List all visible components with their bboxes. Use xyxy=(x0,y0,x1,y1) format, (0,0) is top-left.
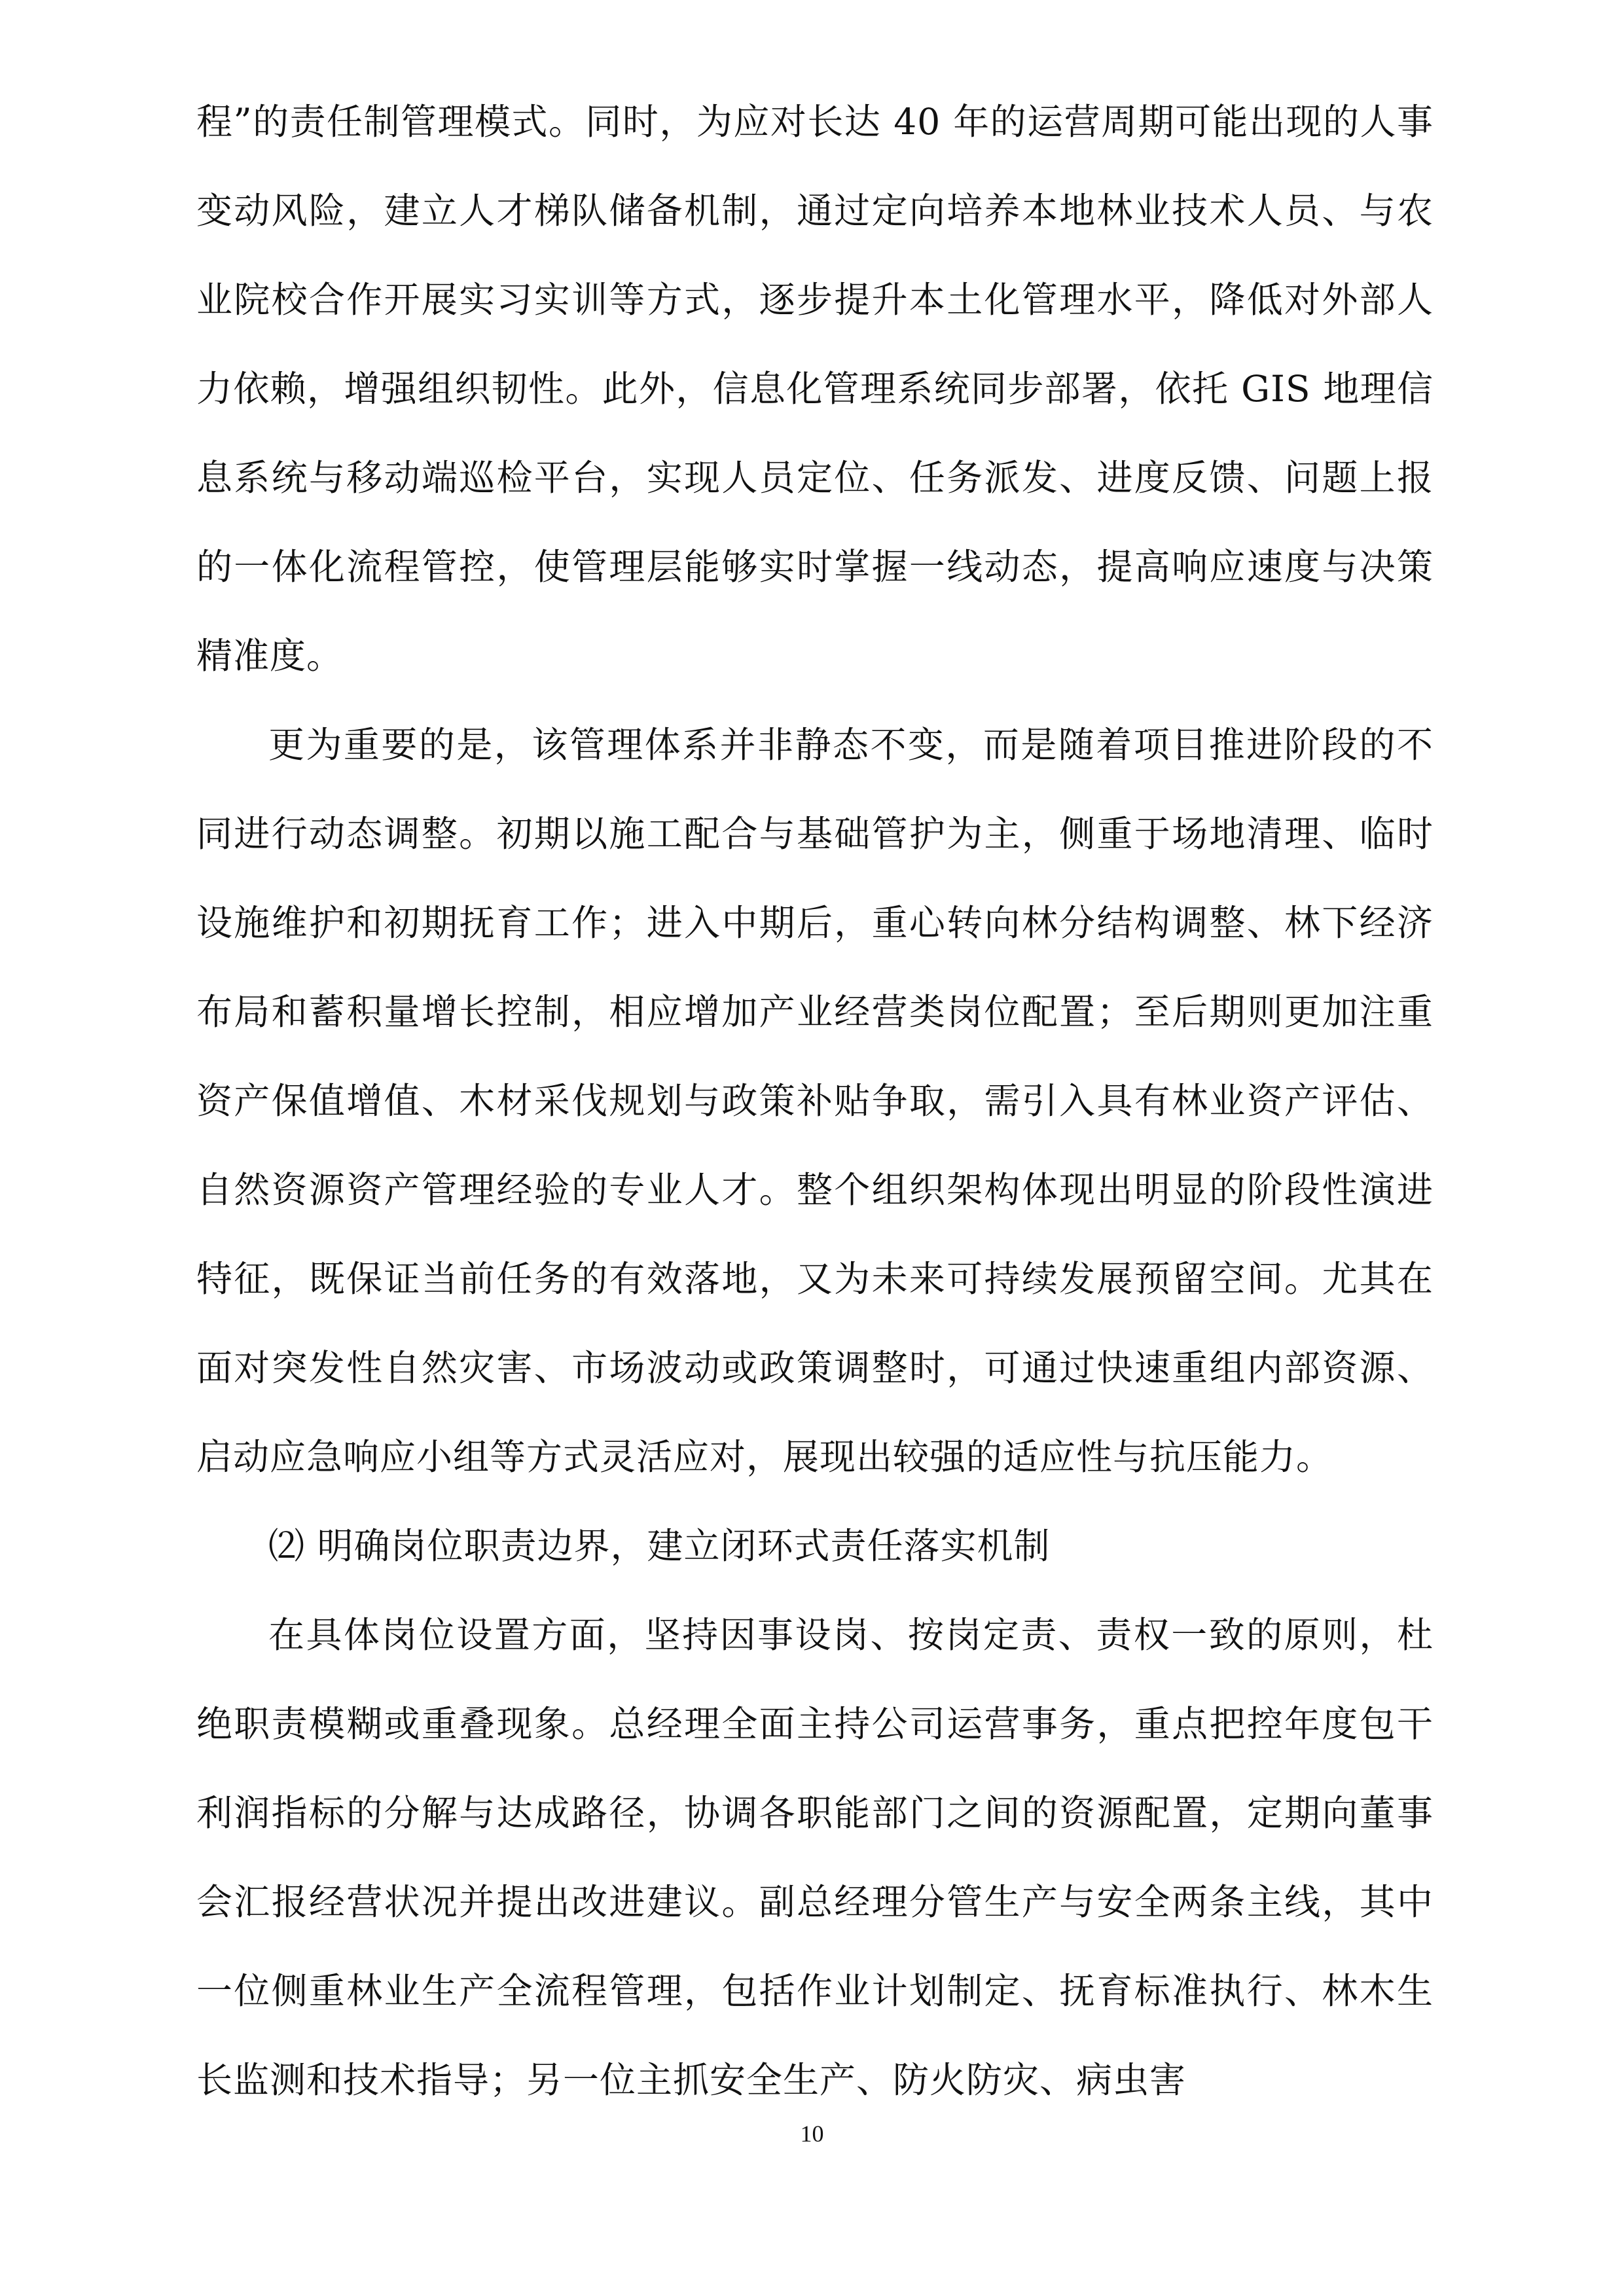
body-text xyxy=(196,77,1434,2125)
paragraph-personnel-and-information-system: 程”的责任制管理模式。同时，为应对长达 40 年的运营周期可能出现的人事变动风险，建立人才梯队储备机制，通过定向培养本地林业技术人员、与农业院校合作开展实习实训等方式，逐步提升本土化管理水平，降低对外部人力依赖，增强组织韧性。此外，信息化管理系统同步部署，依托 GIS 地理信息系统与移动端巡检平台，实现人员定位、任务派发、进度反馈、问题上报的一体化流程管控，使管理层能够实时掌握一线动态，提高响应速度与决策精准度。 xyxy=(196,101,1434,677)
paragraph-dynamic-adjustment: 更为重要的是，该管理体系并非静态不变，而是随着项目推进阶段的不同进行动态调整。初期以施工配合与基础管护为主，侧重于场地清理、临时设施维护和初期抚育工作；进入中期后，重心转向林分结构调整、林下经济布局和蓄积量增长控制，相应增加产业经营类岗位配置；至后期则更加注重资产保值增值、木材采伐规划与政策补贴争取，需引入具有林业资产评估、自然资源资产管理经验的专业人才。整个组织架构体现出明显的阶段性演进特征，既保证当前任务的有效落地，又为未来可持续发展预留空间。尤其在面对突发性自然灾害、市场波动或政策调整时，可通过快速重组内部资源、启动应急响应小组等方式灵活应对，展现出较强的适应性与抗压能力。 xyxy=(196,724,1434,1478)
section-heading-responsibility-mechanism: ⑵ 明确岗位职责边界，建立闭环式责任落实机制 xyxy=(268,1525,1051,1567)
paragraph-position-responsibilities: 在具体岗位设置方面，坚持因事设岗、按岗定责、责权一致的原则，杜绝职责模糊或重叠现象。总经理全面主持公司运营事务，重点把控年度包干利润指标的分解与达成路径，协调各职能部门之间的资源配置，定期向董事会汇报经营状况并提出改进建议。副总经理分管生产与安全两条主线，其中一位侧重林业生产全流程管理，包括作业计划制定、抚育标准执行、林木生长监测和技术指导；另一位主抓安全生产、防火防灾、病虫害 xyxy=(196,1614,1434,2101)
page-number: 10 xyxy=(800,2121,824,2147)
